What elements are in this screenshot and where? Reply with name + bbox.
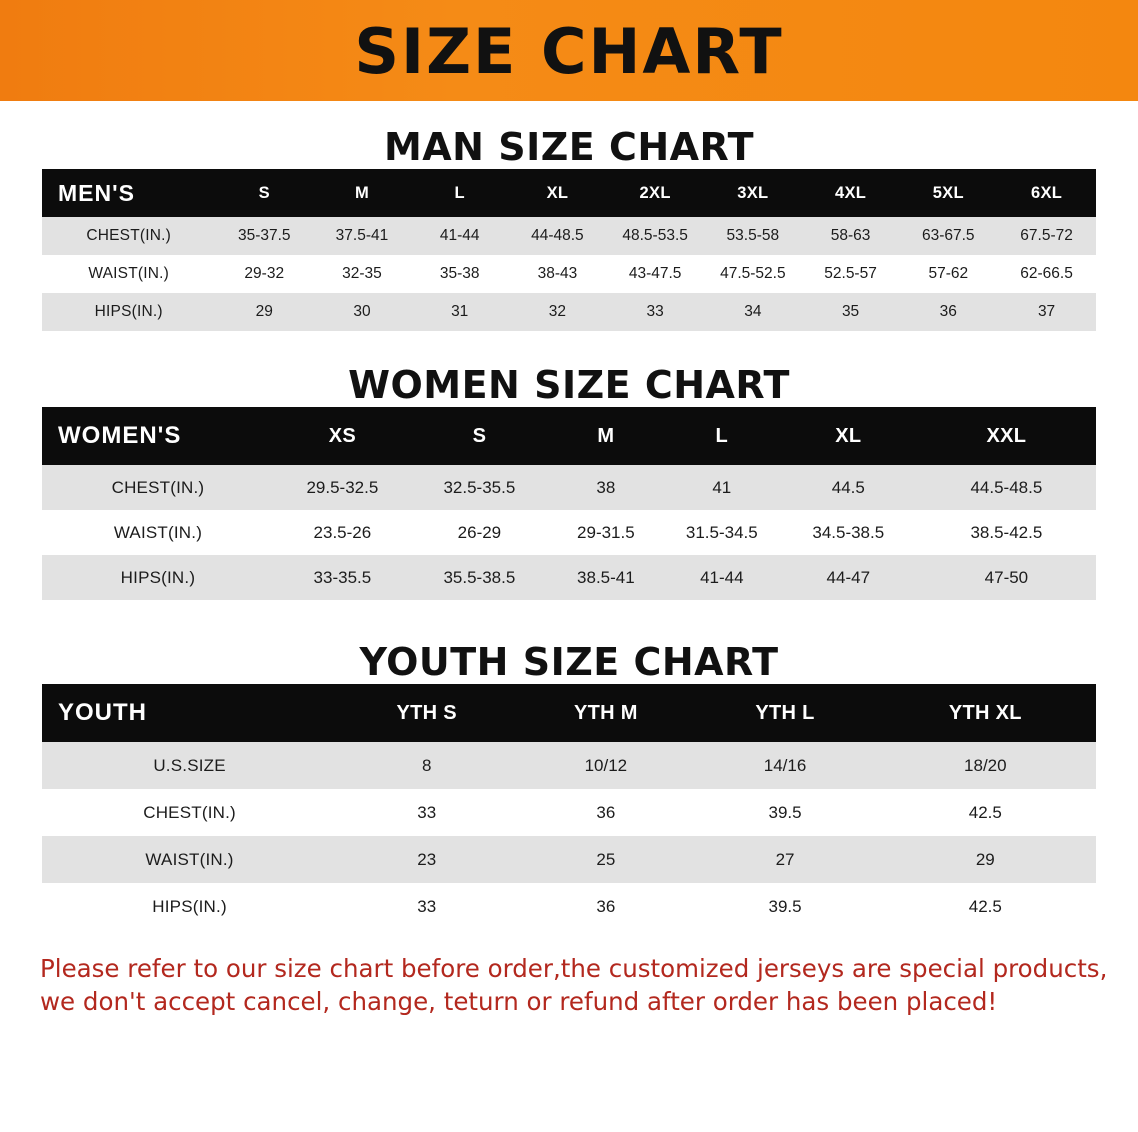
table-cell: 26-29 bbox=[411, 510, 548, 555]
table-row bbox=[42, 742, 1096, 789]
table-cell: 44-48.5 bbox=[509, 217, 607, 255]
table-cell: 23 bbox=[337, 836, 516, 883]
banner-title: SIZE CHART bbox=[354, 14, 784, 88]
table-cell: 41-44 bbox=[664, 555, 780, 600]
women-header-cell: M bbox=[548, 407, 664, 465]
table-cell: 27 bbox=[695, 836, 874, 883]
table-cell: 33 bbox=[606, 293, 704, 331]
table-cell: 42.5 bbox=[875, 883, 1096, 930]
footer-disclaimer bbox=[40, 952, 1108, 1018]
table-cell: 48.5-53.5 bbox=[606, 217, 704, 255]
table-cell: 43-47.5 bbox=[606, 255, 704, 293]
banner bbox=[0, 0, 1138, 101]
table-cell: 35-37.5 bbox=[215, 217, 313, 255]
table-cell: 37.5-41 bbox=[313, 217, 411, 255]
youth-size-table bbox=[42, 684, 1096, 930]
table-cell: 34.5-38.5 bbox=[780, 510, 917, 555]
footer-line-1: Please refer to our size chart before order,the customized jerseys are special products, bbox=[40, 954, 1108, 983]
table-cell: 39.5 bbox=[695, 789, 874, 836]
table-cell: 58-63 bbox=[802, 217, 900, 255]
man-table-header bbox=[42, 169, 1096, 217]
man-header-cell: 6XL bbox=[997, 169, 1096, 217]
table-row bbox=[42, 510, 1096, 555]
table-row bbox=[42, 836, 1096, 883]
table-cell: 42.5 bbox=[875, 789, 1096, 836]
table-cell: 37 bbox=[997, 293, 1096, 331]
table-cell: 44.5-48.5 bbox=[917, 465, 1096, 510]
table-cell: 38-43 bbox=[509, 255, 607, 293]
row-label: CHEST(IN.) bbox=[42, 465, 274, 510]
women-header-cell: XL bbox=[780, 407, 917, 465]
row-label: CHEST(IN.) bbox=[42, 789, 337, 836]
table-row bbox=[42, 293, 1096, 331]
table-cell: 35 bbox=[802, 293, 900, 331]
table-cell: 35-38 bbox=[411, 255, 509, 293]
table-row bbox=[42, 883, 1096, 930]
table-cell: 33-35.5 bbox=[274, 555, 411, 600]
man-header-cell: S bbox=[215, 169, 313, 217]
man-header-cell: XL bbox=[509, 169, 607, 217]
women-table-body bbox=[42, 465, 1096, 600]
women-table-header bbox=[42, 407, 1096, 465]
table-cell: 57-62 bbox=[899, 255, 997, 293]
youth-header-cell: YTH XL bbox=[875, 684, 1096, 742]
table-cell: 52.5-57 bbox=[802, 255, 900, 293]
man-table-body bbox=[42, 217, 1096, 331]
man-section-title: MAN SIZE CHART bbox=[383, 125, 755, 169]
man-header-cell: 2XL bbox=[606, 169, 704, 217]
table-header-row bbox=[42, 407, 1096, 465]
table-cell: 44-47 bbox=[780, 555, 917, 600]
women-header-cell: XXL bbox=[917, 407, 1096, 465]
table-row bbox=[42, 255, 1096, 293]
table-row bbox=[42, 789, 1096, 836]
table-cell: 33 bbox=[337, 789, 516, 836]
table-cell: 36 bbox=[516, 883, 695, 930]
table-cell: 38.5-42.5 bbox=[917, 510, 1096, 555]
youth-header-cell: YTH S bbox=[337, 684, 516, 742]
table-cell: 32.5-35.5 bbox=[411, 465, 548, 510]
table-cell: 41 bbox=[664, 465, 780, 510]
row-label: HIPS(IN.) bbox=[42, 293, 215, 331]
table-cell: 35.5-38.5 bbox=[411, 555, 548, 600]
table-row bbox=[42, 555, 1096, 600]
table-cell: 62-66.5 bbox=[997, 255, 1096, 293]
youth-header-cell: YTH L bbox=[695, 684, 874, 742]
youth-table-wrap bbox=[0, 684, 1138, 930]
table-cell: 29.5-32.5 bbox=[274, 465, 411, 510]
women-size-table bbox=[42, 407, 1096, 600]
table-cell: 38.5-41 bbox=[548, 555, 664, 600]
table-cell: 36 bbox=[899, 293, 997, 331]
youth-table-body bbox=[42, 742, 1096, 930]
table-cell: 34 bbox=[704, 293, 802, 331]
youth-section-title: YOUTH SIZE CHART bbox=[359, 640, 779, 684]
man-header-cell: M bbox=[313, 169, 411, 217]
table-cell: 47.5-52.5 bbox=[704, 255, 802, 293]
women-table-wrap bbox=[0, 407, 1138, 600]
table-header-row bbox=[42, 684, 1096, 742]
man-header-cell: 5XL bbox=[899, 169, 997, 217]
table-cell: 29 bbox=[875, 836, 1096, 883]
table-cell: 32 bbox=[509, 293, 607, 331]
youth-header-cell: YTH M bbox=[516, 684, 695, 742]
table-cell: 36 bbox=[516, 789, 695, 836]
women-header-cell: L bbox=[664, 407, 780, 465]
row-label: WAIST(IN.) bbox=[42, 510, 274, 555]
table-cell: 44.5 bbox=[780, 465, 917, 510]
row-label: WAIST(IN.) bbox=[42, 836, 337, 883]
table-cell: 38 bbox=[548, 465, 664, 510]
women-section-title: WOMEN SIZE CHART bbox=[348, 363, 790, 407]
table-cell: 29-31.5 bbox=[548, 510, 664, 555]
table-cell: 33 bbox=[337, 883, 516, 930]
row-label: CHEST(IN.) bbox=[42, 217, 215, 255]
table-header-row bbox=[42, 169, 1096, 217]
table-cell: 30 bbox=[313, 293, 411, 331]
table-cell: 10/12 bbox=[516, 742, 695, 789]
women-header-cell: WOMEN'S bbox=[42, 407, 274, 465]
youth-header-cell: YOUTH bbox=[42, 684, 337, 742]
man-header-cell: 4XL bbox=[802, 169, 900, 217]
man-table-wrap bbox=[0, 169, 1138, 331]
row-label: WAIST(IN.) bbox=[42, 255, 215, 293]
table-cell: 31.5-34.5 bbox=[664, 510, 780, 555]
table-cell: 8 bbox=[337, 742, 516, 789]
row-label: HIPS(IN.) bbox=[42, 555, 274, 600]
table-cell: 14/16 bbox=[695, 742, 874, 789]
table-cell: 29-32 bbox=[215, 255, 313, 293]
table-cell: 53.5-58 bbox=[704, 217, 802, 255]
table-cell: 23.5-26 bbox=[274, 510, 411, 555]
table-cell: 25 bbox=[516, 836, 695, 883]
table-cell: 18/20 bbox=[875, 742, 1096, 789]
women-header-cell: XS bbox=[274, 407, 411, 465]
table-cell: 39.5 bbox=[695, 883, 874, 930]
man-header-cell: L bbox=[411, 169, 509, 217]
row-label: U.S.SIZE bbox=[42, 742, 337, 789]
youth-table-header bbox=[42, 684, 1096, 742]
table-row bbox=[42, 465, 1096, 510]
table-cell: 31 bbox=[411, 293, 509, 331]
row-label: HIPS(IN.) bbox=[42, 883, 337, 930]
table-row bbox=[42, 217, 1096, 255]
man-header-cell: MEN'S bbox=[42, 169, 215, 217]
footer-line-2: we don't accept cancel, change, teturn or refund after order has been placed! bbox=[40, 987, 998, 1017]
man-size-table bbox=[42, 169, 1096, 331]
table-cell: 63-67.5 bbox=[899, 217, 997, 255]
table-cell: 29 bbox=[215, 293, 313, 331]
table-cell: 41-44 bbox=[411, 217, 509, 255]
table-cell: 47-50 bbox=[917, 555, 1096, 600]
man-header-cell: 3XL bbox=[704, 169, 802, 217]
table-cell: 32-35 bbox=[313, 255, 411, 293]
women-header-cell: S bbox=[411, 407, 548, 465]
table-cell: 67.5-72 bbox=[997, 217, 1096, 255]
